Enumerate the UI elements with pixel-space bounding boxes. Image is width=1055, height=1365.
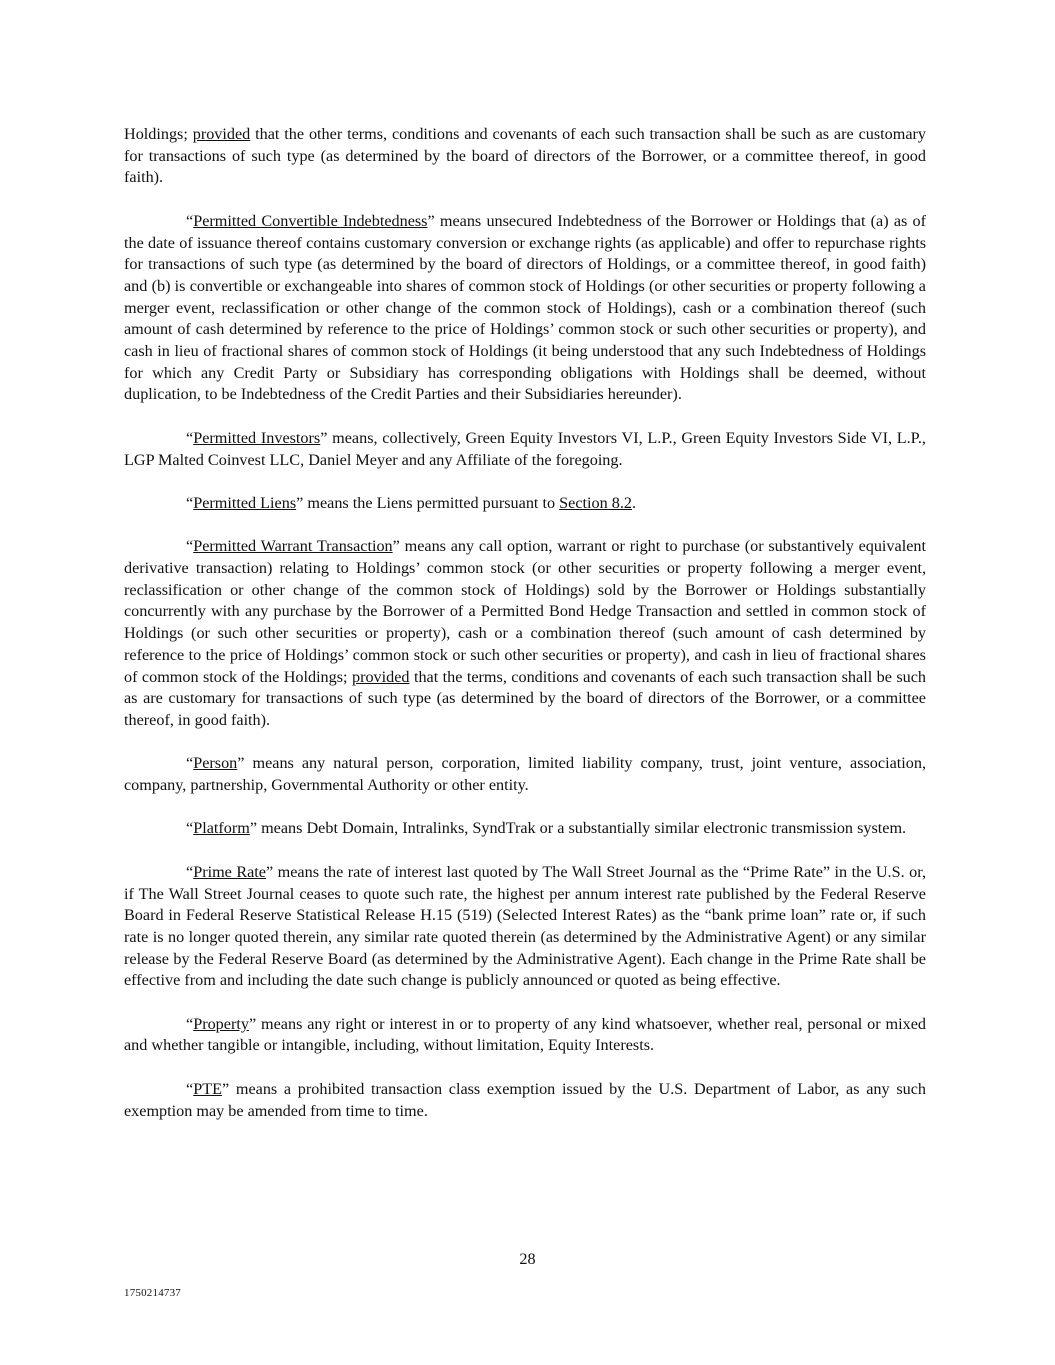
definition-permitted-investors: “Permitted Investors” means, collectively, Green Equity Investors VI, L.P., Green Equity Investors Side VI, L.P., LGP Malted Coinvest LLC, Daniel Meyer and any Affiliate of the foregoing. — [124, 428, 926, 469]
definition-pte: “PTE” means a prohibited transaction class exemption issued by the U.S. Department of Labor, as any such exemption may be amended from time to time. — [124, 1079, 926, 1120]
document-body — [124, 124, 926, 1144]
defined-term: Platform — [193, 819, 250, 838]
defined-term: Person — [193, 754, 238, 773]
paragraph-continuation: Holdings; provided that the other terms, conditions and covenants of each such transaction shall be such as are customary for transactions of such type (as determined by the board of directors of the Borrower, or a committee thereof, in good faith). — [124, 125, 926, 187]
defined-term: Permitted Liens — [193, 493, 297, 512]
definition-platform: “Platform” means Debt Domain, Intralinks, SyndTrak or a substantially similar electronic transmission system. — [186, 819, 907, 838]
defined-term: Permitted Convertible Indebtedness — [193, 211, 428, 230]
document-id: 1750214737 — [124, 1287, 181, 1299]
defined-term: Prime Rate — [193, 862, 266, 881]
provided-term: provided — [192, 125, 251, 143]
definition-person: “Person” means any natural person, corporation, limited liability company, trust, joint venture, association, company, partnership, Governmental Authority or other entity. — [124, 754, 926, 795]
definition-property: “Property” means any right or interest in or to property of any kind whatsoever, whether real, personal or mixed and whether tangible or intangible, including, without limitation, Equity Interests. — [124, 1014, 926, 1055]
definition-permitted-liens: “Permitted Liens” means the Liens permitted pursuant to Section 8.2. — [186, 493, 637, 512]
section-reference: Section 8.2 — [559, 493, 632, 512]
defined-term: Permitted Investors — [193, 428, 321, 447]
definition-permitted-convertible-indebtedness: “Permitted Convertible Indebtedness” means unsecured Indebtedness of the Borrower or Holdings that (a) as of the date of issuance thereof contains customary conversion or exchange rights (as applicable) and offer to repurchase rights for transactions of such type (as determined by the board of directors of Holdings, or a committee thereof, in good faith) and (b) is convertible or exchangeable into shares of common stock of Holdings (or other securities or property following a merger event, reclassification or other change of the common stock of Holdings), cash or a combination thereof (such amount of cash determined by reference to the price of Holdings’ common stock or such other securities or property), and cash in lieu of fractional shares of common stock of Holdings (it being understood that any such Indebtedness of Holdings for which any Credit Party or Subsidiary has corresponding obligations with Holdings shall be deemed, without duplication, to be Indebtedness of the Credit Parties and their Subsidiaries hereunder). — [124, 211, 927, 404]
defined-term: PTE — [193, 1079, 222, 1098]
definition-permitted-warrant-transaction: “Permitted Warrant Transaction” means any call option, warrant or right to purchase (or substantively equivalent derivative transaction) relating to Holdings’ common stock (or other securities or property following a merger event, reclassification or other change of the common stock of Holdings) sold by the Borrower or Holdings substantially concurrently with any purchase by the Borrower of a Permitted Bond Hedge Transaction and settled in common stock of Holdings (or such other securities or property), cash or a combination thereof (such amount of cash determined by reference to the price of Holdings’ common stock or such other securities or property), and cash in lieu of fractional shares of common stock of the Holdings; provided that the terms, conditions and covenants of each such transaction shall be such as are customary for transactions of such type (as determined by the board of directors of the Borrower, or a committee thereof, in good faith). — [124, 537, 927, 729]
definition-prime-rate: “Prime Rate” means the rate of interest last quoted by The Wall Street Journal as the “Prime Rate” in the U.S. or, if The Wall Street Journal ceases to quote such rate, the highest per annum interest rate published by the Federal Reserve Board in Federal Reserve Statistical Release H.15 (519) (Selected Interest Rates) as the “bank prime loan” rate or, if such rate is no longer quoted therein, any similar rate quoted therein (as determined by the Administrative Agent) or any similar release by the Federal Reserve Board (as determined by the Administrative Agent). Each change in the Prime Rate shall be effective from and including the date such change is publicly announced or quoted as being effective. — [124, 862, 926, 990]
defined-term: Permitted Warrant Transaction — [193, 537, 393, 556]
page-number: 28 — [519, 1250, 536, 1268]
defined-term: Property — [193, 1014, 249, 1033]
provided-term: provided — [351, 667, 410, 686]
